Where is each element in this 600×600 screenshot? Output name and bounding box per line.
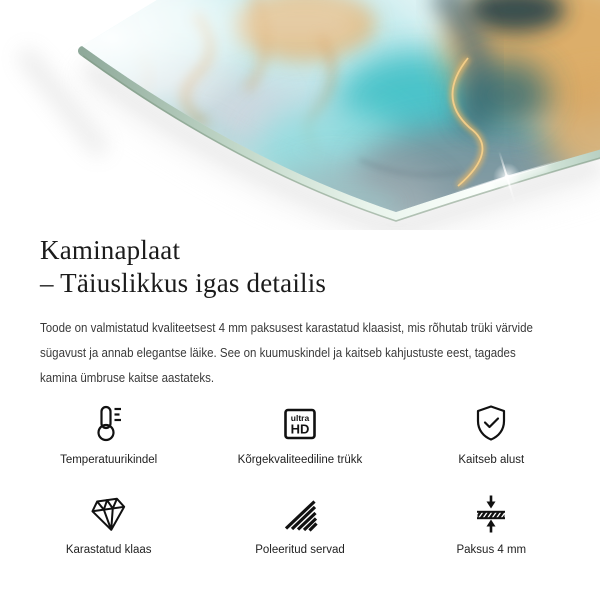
feature-thickness <box>396 490 587 556</box>
ultra-hd-icon <box>278 400 322 448</box>
product-description <box>40 315 531 390</box>
feature-ultra-hd <box>204 400 395 466</box>
feature-protects-base <box>396 400 587 466</box>
product-description-section <box>40 234 585 390</box>
feature-temperature <box>13 400 204 466</box>
thickness-4mm-icon <box>469 490 513 538</box>
feature-label: Kõrgekvaliteediline trükk <box>237 454 363 466</box>
hd-text: HD <box>290 421 310 437</box>
description-line: kamina ümbruse kaitse aastateks. <box>40 370 215 385</box>
hero-image-glass-panel <box>0 0 600 230</box>
feature-grid <box>13 400 587 556</box>
diamond-icon <box>87 490 131 538</box>
feature-label: Temperatuurikindel <box>60 454 158 466</box>
description-line: sügavust ja annab elegantse läike. See on kuumuskindel ja kaitseb kahjustuste eest, tagades <box>40 345 516 360</box>
title-line-2: – Täiuslikkus igas detailis <box>40 268 327 298</box>
feature-label: Poleeritud servad <box>255 544 345 556</box>
ultra-text: ultra <box>290 413 310 423</box>
page-title <box>40 234 585 300</box>
feature-polished-edges <box>204 490 395 556</box>
polished-edges-icon <box>278 490 322 538</box>
feature-label: Karastatud klaas <box>65 544 152 556</box>
glass-panel-image <box>0 0 600 230</box>
feature-label: Paksus 4 mm <box>456 544 527 556</box>
feature-tempered-glass <box>13 490 204 556</box>
feature-label: Kaitseb alust <box>458 454 525 466</box>
title-line-1: Kaminaplaat <box>40 235 181 265</box>
thermometer-icon <box>87 400 131 448</box>
description-line: Toode on valmistatud kvaliteetsest 4 mm paksusest karastatud klaasist, mis rõhutab trüki värvide <box>40 320 533 335</box>
shield-check-icon <box>469 400 513 448</box>
